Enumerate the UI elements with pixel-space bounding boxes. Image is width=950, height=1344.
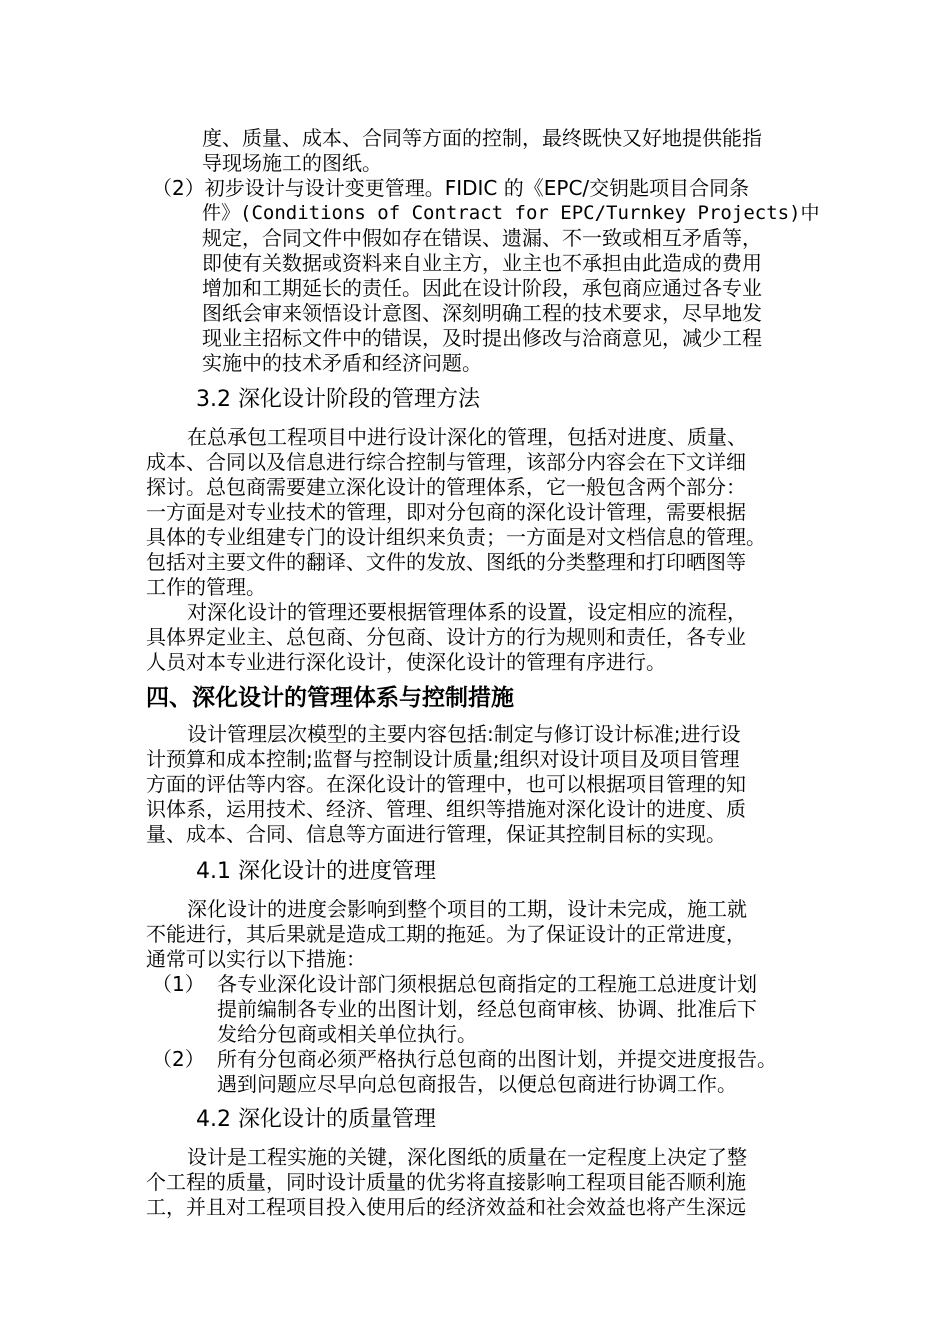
paragraph-line: 具体的专业组建专门的设计组织来负责；一方面是对文档信息的管理。 <box>146 525 766 549</box>
paragraph-line: 成本、合同以及信息进行综合控制与管理，该部分内容会在下文详细 <box>146 450 746 474</box>
list-item-line: 遇到问题应尽早向总包商报告，以便总包商进行协调工作。 <box>217 1072 737 1096</box>
text-line: 导现场施工的图纸。 <box>202 151 382 175</box>
text-line: 规定，合同文件中假如存在错误、遗漏、不一致或相互矛盾等， <box>202 226 762 250</box>
list-item-line: 所有分包商必须严格执行总包商的出图计划，并提交进度报告。 <box>217 1047 777 1071</box>
paragraph-line: 通常可以实行以下措施： <box>146 947 366 971</box>
list-item-marker-line: （2）初步设计与设计变更管理。FIDIC 的《EPC/交钥匙项目合同条 <box>152 176 750 200</box>
list-item-line: 提前编制各专业的出图计划，经总包商审核、协调、批准后下 <box>217 997 757 1021</box>
paragraph-line: 对深化设计的管理还要根据管理体系的设置，设定相应的流程， <box>187 600 747 624</box>
paragraph-line: 方面的评估等内容。在深化设计的管理中，也可以根据项目管理的知 <box>146 772 746 796</box>
text-line: 实施中的技术矛盾和经济问题。 <box>202 351 482 375</box>
paragraph-line: 一方面是对专业技术的管理，即对分包商的深化设计管理，需要根据 <box>146 500 746 524</box>
paragraph-line: 设计管理层次模型的主要内容包括:制定与修订设计标准;进行设 <box>187 722 741 746</box>
paragraph-line: 具体界定业主、总包商、分包商、设计方的行为规则和责任，各专业 <box>146 625 746 649</box>
paragraph-line: 包括对主要文件的翻译、文件的发放、图纸的分类整理和打印晒图等 <box>146 550 746 574</box>
section-heading-4-2: 4.2 深化设计的质量管理 <box>196 1107 436 1132</box>
paragraph-line: 个工程的质量，同时设计质量的优劣将直接影响工程项目能否顺利施 <box>146 1170 746 1194</box>
paragraph-line: 计预算和成本控制;监督与控制设计质量;组织对设计项目及项目管理 <box>146 747 740 771</box>
section-heading-4: 四、深化设计的管理体系与控制措施 <box>146 685 514 711</box>
paragraph-line: 工，并且对工程项目投入使用后的经济效益和社会效益也将产生深远 <box>146 1195 746 1219</box>
list-item-line: 各专业深化设计部门须根据总包商指定的工程施工总进度计划 <box>217 972 757 996</box>
text-line: 增加和工期延长的责任。因此在设计阶段，承包商应通过各专业 <box>202 276 762 300</box>
list-number: （2） <box>152 1047 205 1071</box>
text-line: 图纸会审来领悟设计意图、深刻明确工程的技术要求，尽早地发 <box>202 301 762 325</box>
paragraph-line: 工作的管理。 <box>146 575 266 599</box>
paragraph-line: 量、成本、合同、信息等方面进行管理，保证其控制目标的实现。 <box>146 822 726 846</box>
text-line: 现业主招标文件中的错误，及时提出修改与洽商意见，减少工程 <box>202 326 762 350</box>
text-line: 即使有关数据或资料来自业主方，业主也不承担由此造成的费用 <box>202 251 762 275</box>
paragraph-line: 探讨。总包商需要建立深化设计的管理体系，它一般包含两个部分： <box>146 475 746 499</box>
paragraph-line: 人员对本专业进行深化设计，使深化设计的管理有序进行。 <box>146 650 666 674</box>
paragraph-line: 深化设计的进度会影响到整个项目的工期，设计未完成，施工就 <box>187 897 747 921</box>
paragraph-line: 设计是工程实施的关键，深化图纸的质量在一定程度上决定了整 <box>187 1145 747 1169</box>
paragraph-line: 在总承包工程项目中进行设计深化的管理，包括对进度、质量、 <box>187 425 747 449</box>
section-heading-4-1: 4.1 深化设计的进度管理 <box>196 859 436 884</box>
paragraph-line: 识体系，运用技术、经济、管理、组织等措施对深化设计的进度、质 <box>146 797 746 821</box>
section-heading-3-2: 3.2 深化设计阶段的管理方法 <box>196 387 480 412</box>
text-line: 件》(Conditions of Contract for EPC/Turnkey Projects)中 <box>202 202 820 224</box>
list-number: （1） <box>152 972 205 996</box>
list-item-line: 发给分包商或相关单位执行。 <box>217 1022 477 1046</box>
paragraph-line: 不能进行，其后果就是造成工期的拖延。为了保证设计的正常进度， <box>146 922 746 946</box>
text-line: 度、质量、成本、合同等方面的控制，最终既快又好地提供能指 <box>202 126 762 150</box>
